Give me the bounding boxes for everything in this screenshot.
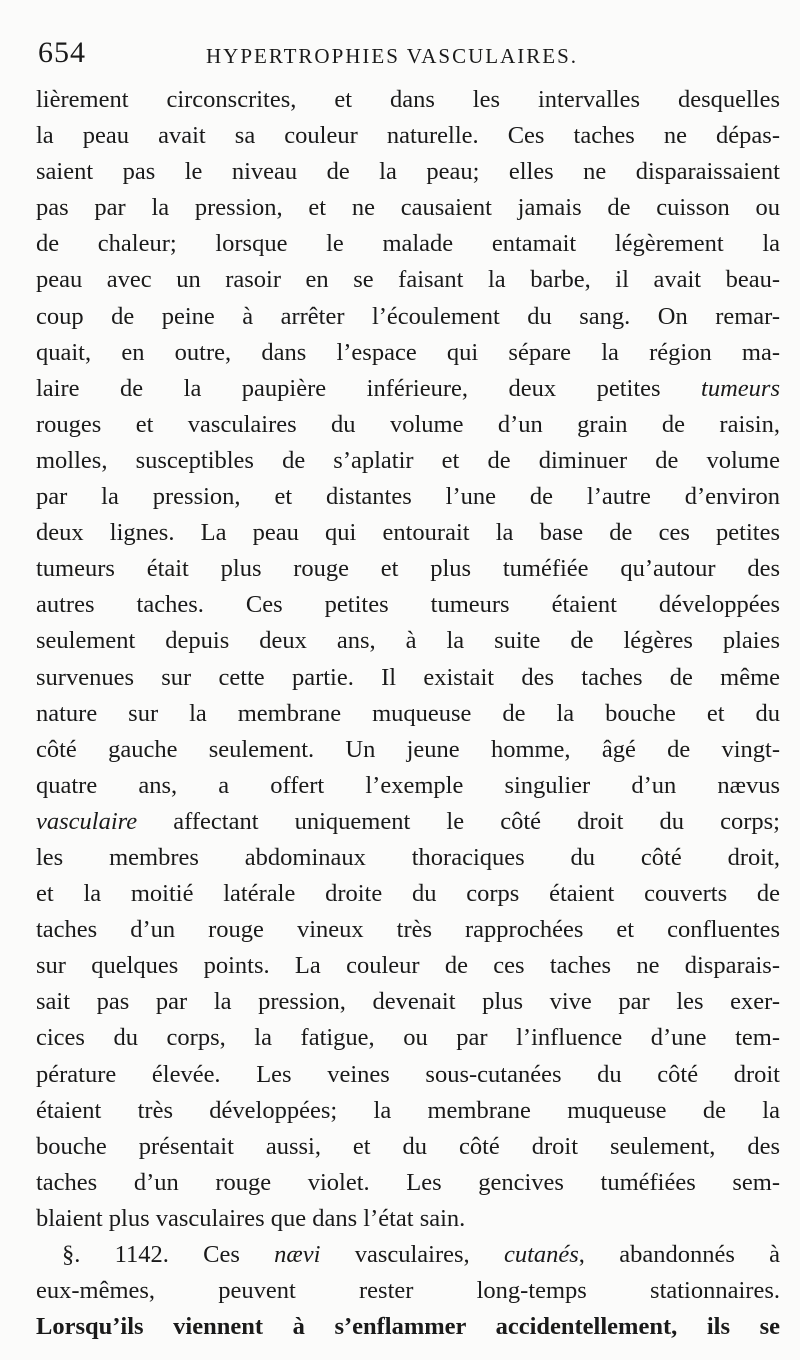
text-line: deux lignes. La peau qui entourait la base de ces petites [36, 519, 780, 547]
text-line: quait, en outre, dans l’espace qui sépare la région ma- [36, 338, 780, 366]
text-line: de chaleur; lorsque le malade entamait légèrement la [36, 230, 780, 258]
section-start-line: §. 1142. Ces nævi vasculaires, cutanés, abandonnés à [62, 1241, 780, 1268]
text-line: nature sur la membrane muqueuse de la bouche et du [36, 699, 780, 727]
text-line: laire de la paupière inférieure, deux petites tumeurs [36, 374, 780, 402]
text-line: eux-mêmes, peuvent rester long-temps stationnaires. [36, 1277, 780, 1305]
text-line: vasculaire affectant uniquement le côté droit du corps; [36, 807, 780, 835]
text-line: saient pas le niveau de la peau; elles ne disparaissaient [36, 158, 780, 186]
text-line: sur quelques points. La couleur de ces taches ne disparais- [36, 952, 780, 980]
text-line: rouges et vasculaires du volume d’un grain de raisin, [36, 410, 780, 438]
text-line: tumeurs était plus rouge et plus tuméfiée qu’autour des [36, 555, 780, 583]
text-line: par la pression, et distantes l’une de l’autre d’environ [36, 483, 780, 511]
text-line: pas par la pression, et ne causaient jamais de cuisson ou [36, 194, 780, 222]
text-line: taches d’un rouge vineux très rapprochées et confluentes [36, 916, 780, 944]
text-line: pérature élevée. Les veines sous-cutanées du côté droit [36, 1060, 780, 1088]
running-head: HYPERTROPHIES VASCULAIRES. [206, 44, 579, 68]
text-line: les membres abdominaux thoraciques du côté droit, [36, 843, 780, 871]
text-line: et la moitié latérale droite du corps étaient couverts de [36, 880, 780, 908]
text-line: coup de peine à arrêter l’écoulement du sang. On remar- [36, 302, 780, 330]
paragraph-end-line: blaient plus vasculaires que dans l’état sain. [36, 1204, 466, 1232]
text-line: étaient très développées; la membrane muqueuse de la [36, 1096, 780, 1124]
text-line: cices du corps, la fatigue, ou par l’influence d’une tem- [36, 1024, 780, 1052]
text-line: taches d’un rouge violet. Les gencives tuméfiées sem- [36, 1168, 780, 1196]
text-line: bouche présentait aussi, et du côté droit seulement, des [36, 1132, 780, 1160]
text-line: molles, susceptibles de s’aplatir et de diminuer de volume [36, 446, 780, 474]
page-number: 654 [38, 36, 86, 69]
text-line: peau avec un rasoir en se faisant la barbe, il avait beau- [36, 266, 780, 294]
text-line: Lorsqu’ils viennent à s’enflammer accidentellement, ils se [36, 1313, 780, 1341]
text-line: lièrement circonscrites, et dans les intervalles desquelles [36, 86, 780, 113]
text-line: côté gauche seulement. Un jeune homme, âgé de vingt- [36, 735, 780, 763]
text-line: sait pas par la pression, devenait plus vive par les exer- [36, 988, 780, 1016]
page-header [38, 36, 778, 76]
text-line: quatre ans, a offert l’exemple singulier d’un nævus [36, 771, 780, 799]
body-text [36, 82, 780, 1345]
text-line: seulement depuis deux ans, à la suite de légères plaies [36, 627, 780, 655]
text-line: autres taches. Ces petites tumeurs étaient développées [36, 591, 780, 619]
text-line: la peau avait sa couleur naturelle. Ces taches ne dépas- [36, 122, 780, 150]
text-line: survenues sur cette partie. Il existait des taches de même [36, 663, 780, 691]
